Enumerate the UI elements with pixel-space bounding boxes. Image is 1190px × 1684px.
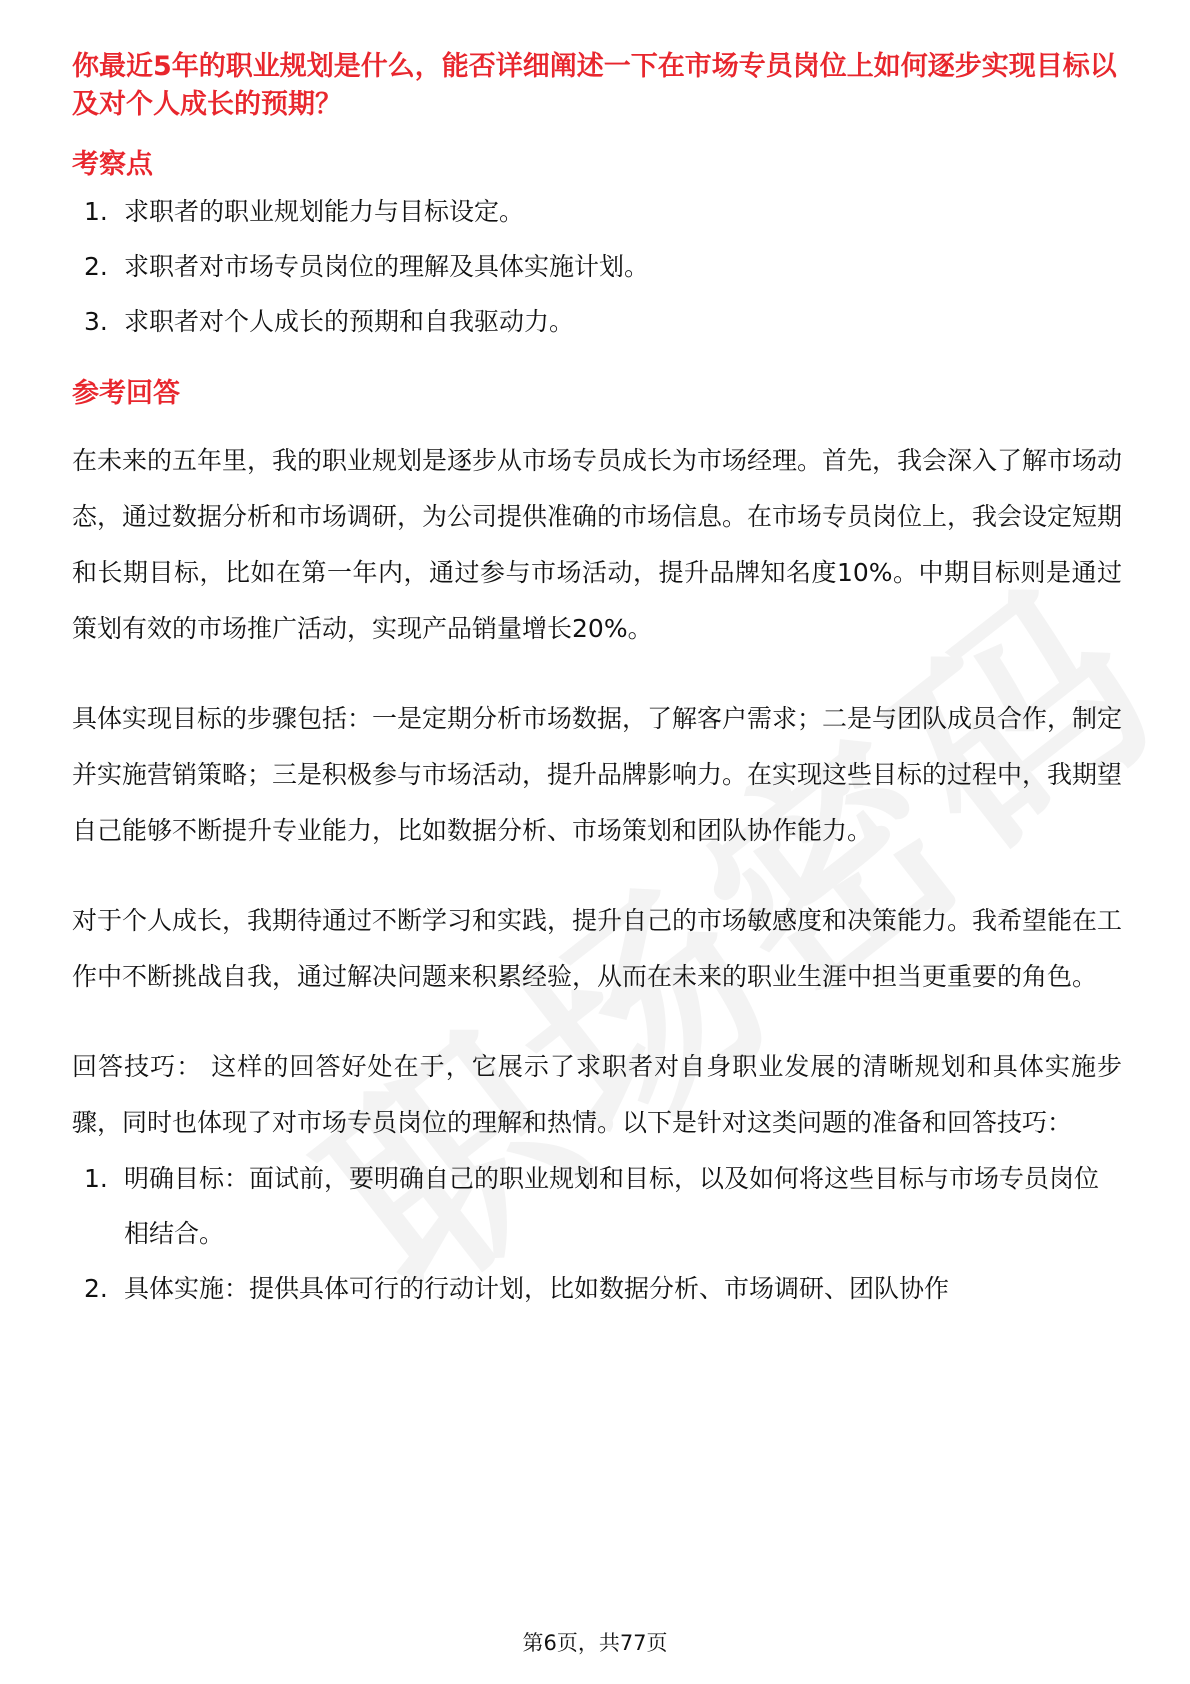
list-item bbox=[72, 294, 1122, 349]
list-number: 3. bbox=[84, 307, 108, 336]
tips-list bbox=[72, 1151, 1122, 1316]
section-title-reference-answer: 参考回答 bbox=[72, 378, 180, 409]
list-item bbox=[72, 239, 1122, 294]
list-item bbox=[72, 184, 1122, 239]
section-title-examination-points: 考察点 bbox=[72, 149, 153, 180]
list-number: 1. bbox=[84, 197, 108, 226]
question-heading: 你最近5年的职业规划是什么，能否详细阐述一下在市场专员岗位上如何逐步实现目标以及对个人成长的预期？ bbox=[72, 51, 1117, 120]
answer-tips-paragraph: 回答技巧： 这样的回答好处在于，它展示了求职者对自身职业发展的清晰规划和具体实施步骤，同时也体现了对市场专员岗位的理解和热情。以下是针对这类问题的准备和回答技巧： bbox=[72, 1052, 1122, 1137]
examination-points-list bbox=[72, 184, 1122, 349]
answer-paragraph: 对于个人成长，我期待通过不断学习和实践，提升自己的市场敏感度和决策能力。我希望能在工作中不断挑战自我，通过解决问题来积累经验，从而在未来的职业生涯中担当更重要的角色。 bbox=[72, 906, 1123, 991]
document-body bbox=[72, 48, 1122, 1316]
list-item bbox=[72, 1261, 1122, 1316]
list-number: 2. bbox=[84, 252, 108, 281]
list-item-text: 具体实施：提供具体可行的行动计划，比如数据分析、市场调研、团队协作 bbox=[124, 1274, 950, 1303]
list-item-text: 明确目标：面试前，要明确自己的职业规划和目标，以及如何将这些目标与市场专员岗位相结合。 bbox=[124, 1164, 1100, 1248]
answer-paragraph: 具体实现目标的步骤包括：一是定期分析市场数据，了解客户需求；二是与团队成员合作，制定并实施营销策略；三是积极参与市场活动，提升品牌影响力。在实现这些目标的过程中，我期望自己能够不断提升专业能力，比如数据分析、市场策划和团队协作能力。 bbox=[72, 704, 1123, 845]
answer-paragraph: 在未来的五年里，我的职业规划是逐步从市场专员成长为市场经理。首先，我会深入了解市场动态，通过数据分析和市场调研，为公司提供准确的市场信息。在市场专员岗位上，我会设定短期和长期目标，比如在第一年内，通过参与市场活动，提升品牌知名度10%。中期目标则是通过策划有效的市场推广活动，实现产品销量增长20%。 bbox=[72, 446, 1123, 643]
list-item bbox=[72, 1151, 1122, 1261]
list-item-text: 求职者对个人成长的预期和自我驱动力。 bbox=[124, 307, 575, 336]
page-footer: 第6页，共77页 bbox=[522, 1631, 668, 1655]
list-number: 2. bbox=[84, 1274, 108, 1303]
list-number: 1. bbox=[84, 1164, 108, 1193]
list-item-text: 求职者的职业规划能力与目标设定。 bbox=[124, 197, 525, 226]
list-item-text: 求职者对市场专员岗位的理解及具体实施计划。 bbox=[124, 252, 650, 281]
